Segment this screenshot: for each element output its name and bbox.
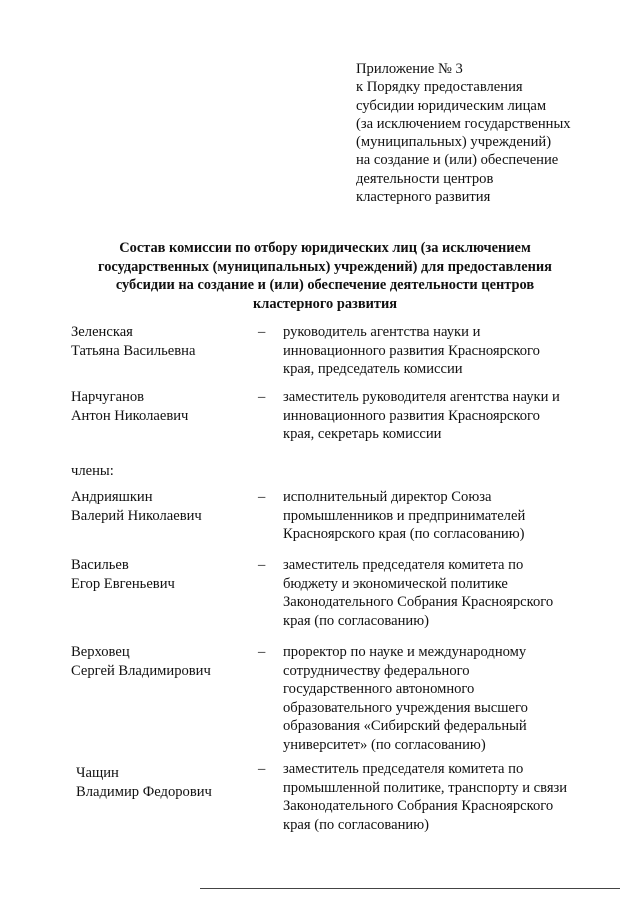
annex-line: (за исключением государственных (356, 115, 571, 132)
title-line: государственных (муниципальных) учреждений) для предоставления (98, 258, 552, 275)
member-given-names: Владимир Федорович (76, 783, 212, 800)
page-edge-line (200, 888, 620, 889)
document-title (40, 239, 610, 313)
role-line: Красноярского края (по согласованию) (283, 526, 525, 543)
member-given-names: Сергей Владимирович (71, 662, 211, 679)
annex-line: субсидии юридическим лицам (356, 97, 547, 114)
role-line: образовательного учреждения высшего (283, 699, 528, 716)
member-role (283, 643, 613, 755)
member-given-names: Татьяна Васильевна (71, 342, 196, 359)
member-name (76, 764, 256, 801)
role-line: исполнительный директор Союза (283, 489, 492, 505)
role-line: промышленной политике, транспорту и связи (283, 779, 568, 796)
role-line: заместитель руководителя агентства науки и (283, 389, 560, 405)
role-line: Законодательного Собрания Красноярского (283, 798, 554, 815)
member-role (283, 488, 613, 544)
member-surname: Чащин (76, 765, 119, 781)
member-given-names: Антон Николаевич (71, 407, 189, 424)
annex-line: кластерного развития (356, 189, 491, 206)
member-surname: Зеленская (71, 324, 133, 340)
role-line: инновационного развития Красноярского (283, 407, 540, 424)
role-line: края (по согласованию) (283, 612, 429, 629)
member-name (71, 556, 251, 593)
member-given-names: Егор Евгеньевич (71, 575, 175, 592)
role-line: Законодательного Собрания Красноярского (283, 594, 554, 611)
role-line: инновационного развития Красноярского (283, 342, 540, 359)
dash-separator: – (258, 389, 266, 405)
role-line: проректор по науке и международному (283, 644, 527, 660)
annex-header (356, 60, 626, 206)
role-line: университет» (по согласованию) (283, 736, 486, 753)
dash-separator: – (258, 489, 266, 505)
role-line: промышленников и предпринимателей (283, 507, 526, 524)
role-line: образования «Сибирский федеральный (283, 718, 527, 735)
member-role (283, 760, 613, 834)
dash-separator: – (258, 557, 266, 573)
title-line: субсидии на создание и (или) обеспечение деятельности центров (115, 277, 535, 294)
annex-line: на создание и (или) обеспечение (356, 152, 559, 169)
role-line: руководитель агентства науки и (283, 324, 481, 340)
dash-separator: – (258, 324, 266, 340)
member-surname: Андрияшкин (71, 489, 153, 505)
dash-separator: – (258, 761, 266, 777)
title-line: Состав комиссии по отбору юридических лиц (за исключением (119, 240, 531, 256)
role-line: заместитель председателя комитета по (283, 761, 524, 777)
member-role (283, 388, 613, 444)
member-name (71, 388, 251, 425)
member-surname: Верховец (71, 644, 130, 660)
member-name (71, 323, 251, 360)
role-line: края (по согласованию) (283, 816, 429, 833)
role-line: края, секретарь комиссии (283, 426, 442, 443)
dash-separator: – (258, 644, 266, 660)
role-line: края, председатель комиссии (283, 361, 463, 378)
annex-line: деятельности центров (356, 170, 494, 187)
member-role (283, 323, 613, 379)
member-role (283, 556, 613, 630)
annex-line: Приложение № 3 (356, 61, 463, 77)
member-name (71, 643, 251, 680)
annex-line: (муниципальных) учреждений) (356, 134, 552, 151)
member-surname: Васильев (71, 557, 129, 573)
member-name (71, 488, 251, 525)
annex-line: к Порядку предоставления (356, 79, 523, 96)
role-line: бюджету и экономической политике (283, 575, 508, 592)
member-surname: Нарчуганов (71, 389, 145, 405)
member-given-names: Валерий Николаевич (71, 507, 202, 524)
role-line: заместитель председателя комитета по (283, 557, 524, 573)
title-line: кластерного развития (252, 295, 398, 312)
members-label: члены: (71, 463, 114, 479)
role-line: государственного автономного (283, 681, 475, 698)
role-line: сотрудничеству федерального (283, 662, 470, 679)
